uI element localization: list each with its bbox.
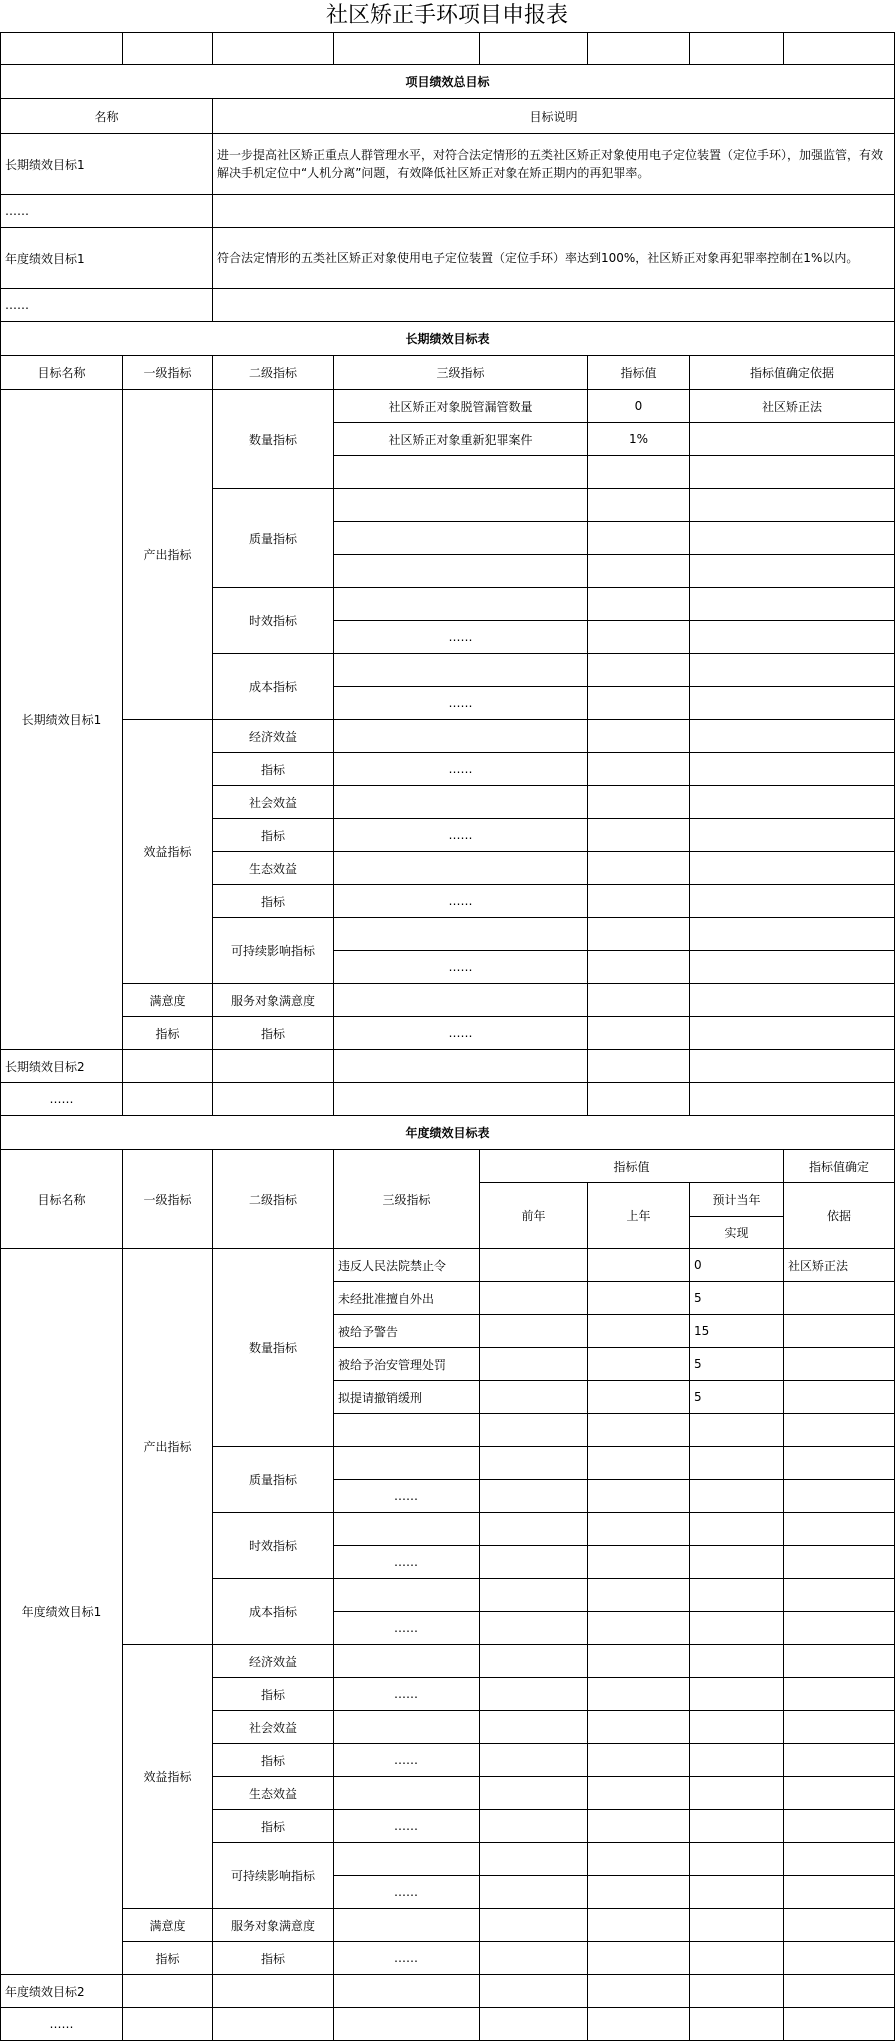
annual-dots: …… [334,1546,480,1579]
empty-cell [480,1546,588,1579]
empty-cell [480,1975,588,2008]
empty-cell [690,1612,784,1645]
empty-cell [690,588,895,621]
blank-cell [334,33,480,65]
empty-cell [480,1414,588,1447]
annual-ecological: 生态效益 [213,1777,334,1810]
empty-cell [690,687,895,720]
annual-q-name: 被给予警告 [334,1315,480,1348]
annual-service-sat: 服务对象满意度 [213,1909,334,1942]
longterm-dots: …… [334,819,588,852]
empty-cell [784,1810,895,1843]
empty-cell [690,984,895,1017]
empty-cell [588,1645,690,1678]
longterm-row [1,720,895,753]
empty-cell [784,1711,895,1744]
annual-q-value: 5 [690,1348,784,1381]
empty-cell [588,1017,690,1050]
empty-cell [690,555,895,588]
empty-cell [588,1777,690,1810]
annual-economic: 经济效益 [213,1645,334,1678]
empty-cell [690,1480,784,1513]
empty-cell [334,1645,480,1678]
empty-cell [784,2008,895,2041]
overall-row [1,228,895,289]
empty-cell [690,1876,784,1909]
empty-cell [588,489,690,522]
empty-cell [588,885,690,918]
empty-cell [690,1975,784,2008]
annual-section-title: 年度绩效目标表 [1,1116,895,1150]
header-level1: 一级指标 [123,1150,213,1249]
empty-cell [588,1447,690,1480]
empty-cell [588,1480,690,1513]
empty-cell [690,1447,784,1480]
blank-cell [784,33,895,65]
blank-cell [480,33,588,65]
longterm-dots: …… [334,687,588,720]
longterm-q-value: 1% [588,423,690,456]
empty-cell [784,1579,895,1612]
overall-col-name: 名称 [1,99,213,134]
annual-satisfaction: 满意度 [123,1909,213,1942]
annual-row [1,1645,895,1678]
empty-cell [480,1876,588,1909]
empty-cell [334,720,588,753]
overall-row-name: …… [1,289,213,322]
empty-cell [480,1480,588,1513]
empty-cell [690,951,895,984]
empty-cell [784,1678,895,1711]
annual-indicator: 指标 [213,1942,334,1975]
empty-cell [334,456,588,489]
annual-row [1,1909,895,1942]
empty-cell [588,1678,690,1711]
empty-cell [334,852,588,885]
empty-cell [334,588,588,621]
empty-cell [690,1678,784,1711]
empty-cell [690,786,895,819]
overall-row-desc [213,195,895,228]
header-expected: 预计当年 [690,1183,784,1217]
empty-cell [480,1579,588,1612]
empty-cell [213,1083,334,1116]
empty-cell [588,1579,690,1612]
empty-cell [334,654,588,687]
longterm-row [1,1017,895,1050]
longterm-q-name: 社区矫正对象脱管漏管数量 [334,390,588,423]
empty-cell [690,1711,784,1744]
annual-dots: …… [334,1480,480,1513]
longterm-dots: …… [334,1017,588,1050]
longterm-ecological: 生态效益 [213,852,334,885]
header-level2: 二级指标 [213,1150,334,1249]
empty-cell [588,1975,690,2008]
annual-row [1,2008,895,2041]
empty-cell [784,1513,895,1546]
empty-cell [588,1744,690,1777]
empty-cell [334,1513,480,1546]
empty-cell [690,1777,784,1810]
longterm-social: 社会效益 [213,786,334,819]
header-level2: 二级指标 [213,356,334,390]
empty-cell [784,1612,895,1645]
empty-cell [784,1975,895,2008]
longterm-service-sat: 服务对象满意度 [213,984,334,1017]
empty-cell [588,984,690,1017]
header-basis: 指标值确定依据 [690,356,895,390]
empty-cell [480,1249,588,1282]
empty-cell [334,918,588,951]
empty-cell [588,918,690,951]
header-level3: 三级指标 [334,1150,480,1249]
overall-section-title: 项目绩效总目标 [1,65,895,99]
empty-cell [480,1843,588,1876]
longterm-indicator: 指标 [213,819,334,852]
longterm-row [1,1050,895,1083]
header-level3: 三级指标 [334,356,588,390]
annual-cost: 成本指标 [213,1579,334,1645]
empty-cell [588,1414,690,1447]
header-value: 指标值 [480,1150,784,1183]
annual-quantity: 数量指标 [213,1249,334,1447]
longterm-q-basis [690,423,895,456]
empty-cell [690,522,895,555]
longterm-dots: …… [334,951,588,984]
annual-q-name: 被给予治安管理处罚 [334,1348,480,1381]
blank-cell [123,33,213,65]
report-table [0,32,895,2041]
annual-q-value: 15 [690,1315,784,1348]
empty-cell [784,1942,895,1975]
empty-cell [480,1777,588,1810]
empty-cell [784,1546,895,1579]
empty-cell [690,753,895,786]
header-level1: 一级指标 [123,356,213,390]
longterm-indicator: 指标 [123,1017,213,1050]
empty-cell [334,1843,480,1876]
empty-cell [588,1942,690,1975]
longterm-timeliness: 时效指标 [213,588,334,654]
annual-quality: 质量指标 [213,1447,334,1513]
longterm-quality: 质量指标 [213,489,334,588]
annual-q-value: 5 [690,1381,784,1414]
blank-cell [1,33,123,65]
empty-cell [588,522,690,555]
empty-cell [334,555,588,588]
longterm-row [1,1083,895,1116]
longterm-output: 产出指标 [123,390,213,720]
empty-cell [690,918,895,951]
header-basis-top: 指标值确定 [784,1150,895,1183]
annual-target-2: 年度绩效目标2 [1,1975,123,2008]
empty-cell [588,1050,690,1083]
empty-cell [588,1711,690,1744]
empty-cell [588,1282,690,1315]
empty-cell [588,1315,690,1348]
empty-cell [690,1744,784,1777]
blank-cell [690,33,784,65]
empty-cell [123,1050,213,1083]
empty-cell [123,1975,213,2008]
empty-cell [588,1810,690,1843]
annual-indicator: 指标 [213,1678,334,1711]
empty-cell [480,1447,588,1480]
longterm-row [1,390,895,423]
longterm-benefit: 效益指标 [123,720,213,984]
empty-cell [334,1975,480,2008]
annual-dots: …… [334,1942,480,1975]
empty-cell [690,2008,784,2041]
longterm-dots: …… [334,885,588,918]
longterm-target-1: 长期绩效目标1 [1,390,123,1050]
empty-cell [480,1381,588,1414]
empty-cell [123,2008,213,2041]
annual-sustain: 可持续影响指标 [213,1843,334,1909]
empty-cell [480,2008,588,2041]
annual-benefit: 效益指标 [123,1645,213,1909]
header-prev2: 前年 [480,1183,588,1249]
annual-q-name: 拟提请撤销缓刑 [334,1381,480,1414]
annual-q-basis [784,1315,895,1348]
empty-cell [334,489,588,522]
longterm-indicator: 指标 [213,753,334,786]
empty-cell [334,984,588,1017]
header-target: 目标名称 [1,1150,123,1249]
annual-indicator: 指标 [213,1744,334,1777]
overall-row-name: 年度绩效目标1 [1,228,213,289]
empty-cell [588,456,690,489]
empty-cell [784,1645,895,1678]
empty-cell [480,1612,588,1645]
empty-cell [588,852,690,885]
overall-col-desc: 目标说明 [213,99,895,134]
empty-cell [784,1777,895,1810]
empty-cell [690,852,895,885]
longterm-satisfaction: 满意度 [123,984,213,1017]
empty-cell [588,753,690,786]
empty-cell [480,1348,588,1381]
empty-cell [690,1909,784,1942]
longterm-dots: …… [334,621,588,654]
empty-cell [690,1843,784,1876]
empty-cell [588,1876,690,1909]
longterm-row [1,984,895,1017]
longterm-q-value: 0 [588,390,690,423]
empty-cell [690,654,895,687]
empty-cell [690,489,895,522]
empty-cell [334,1083,588,1116]
overall-row-name: …… [1,195,213,228]
empty-cell [784,1744,895,1777]
blank-cell [588,33,690,65]
empty-cell [690,1546,784,1579]
empty-cell [334,1579,480,1612]
annual-q-value: 5 [690,1282,784,1315]
empty-cell [588,1513,690,1546]
annual-indicator: 指标 [213,1810,334,1843]
empty-cell [784,1876,895,1909]
empty-cell [334,1447,480,1480]
empty-cell [213,2008,334,2041]
empty-cell [690,1942,784,1975]
annual-header-row [1,1150,895,1183]
longterm-quantity: 数量指标 [213,390,334,489]
empty-cell [588,1083,690,1116]
annual-q-name: 未经批准擅自外出 [334,1282,480,1315]
annual-dots: …… [334,1678,480,1711]
overall-row [1,195,895,228]
annual-row [1,1975,895,2008]
empty-cell [334,1050,588,1083]
annual-dots: …… [334,1810,480,1843]
empty-cell [588,1612,690,1645]
longterm-q-name: 社区矫正对象重新犯罪案件 [334,423,588,456]
annual-target-1: 年度绩效目标1 [1,1249,123,1975]
longterm-cost: 成本指标 [213,654,334,720]
longterm-dots: …… [334,753,588,786]
empty-cell [588,1909,690,1942]
empty-cell [123,1083,213,1116]
longterm-header-row [1,356,895,390]
empty-cell [588,1348,690,1381]
empty-cell [480,1282,588,1315]
empty-cell [334,522,588,555]
overall-row [1,134,895,195]
annual-timeliness: 时效指标 [213,1513,334,1579]
empty-cell [588,1249,690,1282]
empty-cell [690,1810,784,1843]
empty-cell [480,1744,588,1777]
longterm-economic: 经济效益 [213,720,334,753]
annual-q-basis: 社区矫正法 [784,1249,895,1282]
empty-cell [588,1546,690,1579]
header-prev1: 上年 [588,1183,690,1249]
overall-row-desc: 进一步提高社区矫正重点人群管理水平，对符合法定情形的五类社区矫正对象使用电子定位装置（定位手环），加强监管，有效解决手机定位中“人机分离”问题，有效降低社区矫正对象在矫正期内的再犯罪率。 [213,134,895,195]
empty-cell [480,1513,588,1546]
empty-cell [690,456,895,489]
header-target: 目标名称 [1,356,123,390]
empty-cell [690,621,895,654]
empty-cell [690,819,895,852]
empty-cell [588,951,690,984]
annual-q-basis [784,1381,895,1414]
longterm-indicator: 指标 [213,1017,334,1050]
empty-cell [784,1480,895,1513]
empty-cell [784,1843,895,1876]
empty-cell [480,1711,588,1744]
empty-cell [588,1381,690,1414]
annual-q-name: 违反人民法院禁止令 [334,1249,480,1282]
empty-cell [480,1645,588,1678]
blank-cell [213,33,334,65]
empty-cell [334,786,588,819]
empty-cell [480,1678,588,1711]
empty-cell [588,654,690,687]
annual-social: 社会效益 [213,1711,334,1744]
empty-cell [784,1909,895,1942]
annual-dots: …… [1,2008,123,2041]
annual-q-basis [784,1282,895,1315]
longterm-q-basis: 社区矫正法 [690,390,895,423]
annual-row [1,1942,895,1975]
empty-cell [480,1810,588,1843]
overall-row [1,289,895,322]
annual-q-value: 0 [690,1249,784,1282]
empty-cell [334,1414,480,1447]
header-actual: 实现 [690,1217,784,1249]
empty-cell [588,720,690,753]
longterm-target-2: 长期绩效目标2 [1,1050,123,1083]
empty-cell [480,1942,588,1975]
annual-dots: …… [334,1744,480,1777]
annual-output: 产出指标 [123,1249,213,1645]
empty-cell [588,621,690,654]
empty-cell [213,1975,334,2008]
empty-cell [588,1843,690,1876]
empty-cell [690,720,895,753]
overall-row-name: 长期绩效目标1 [1,134,213,195]
longterm-section-title: 长期绩效目标表 [1,322,895,356]
empty-cell [334,2008,480,2041]
longterm-dots: …… [1,1083,123,1116]
empty-cell [784,1414,895,1447]
empty-cell [588,786,690,819]
empty-cell [690,1083,895,1116]
empty-cell [690,1645,784,1678]
empty-cell [213,1050,334,1083]
longterm-indicator: 指标 [213,885,334,918]
empty-cell [690,1579,784,1612]
annual-q-basis [784,1348,895,1381]
form-title: 社区矫正手环项目申报表 [325,3,568,28]
longterm-sustain: 可持续影响指标 [213,918,334,984]
empty-cell [334,1711,480,1744]
overall-row-desc [213,289,895,322]
annual-indicator: 指标 [123,1942,213,1975]
empty-cell [588,2008,690,2041]
empty-cell [480,1315,588,1348]
annual-dots: …… [334,1876,480,1909]
empty-cell [690,1050,895,1083]
header-basis: 依据 [784,1183,895,1249]
empty-cell [690,1513,784,1546]
empty-cell [690,885,895,918]
empty-cell [690,1017,895,1050]
empty-cell [588,687,690,720]
empty-cell [588,588,690,621]
blank-header-row [1,33,895,65]
empty-cell [588,819,690,852]
empty-cell [334,1909,480,1942]
annual-row [1,1249,895,1282]
annual-dots: …… [334,1612,480,1645]
header-value: 指标值 [588,356,690,390]
empty-cell [784,1447,895,1480]
empty-cell [588,555,690,588]
overall-row-desc: 符合法定情形的五类社区矫正对象使用电子定位装置（定位手环）率达到100%，社区矫正对象再犯罪率控制在1%以内。 [213,228,895,289]
empty-cell [480,1909,588,1942]
empty-cell [690,1414,784,1447]
empty-cell [334,1777,480,1810]
